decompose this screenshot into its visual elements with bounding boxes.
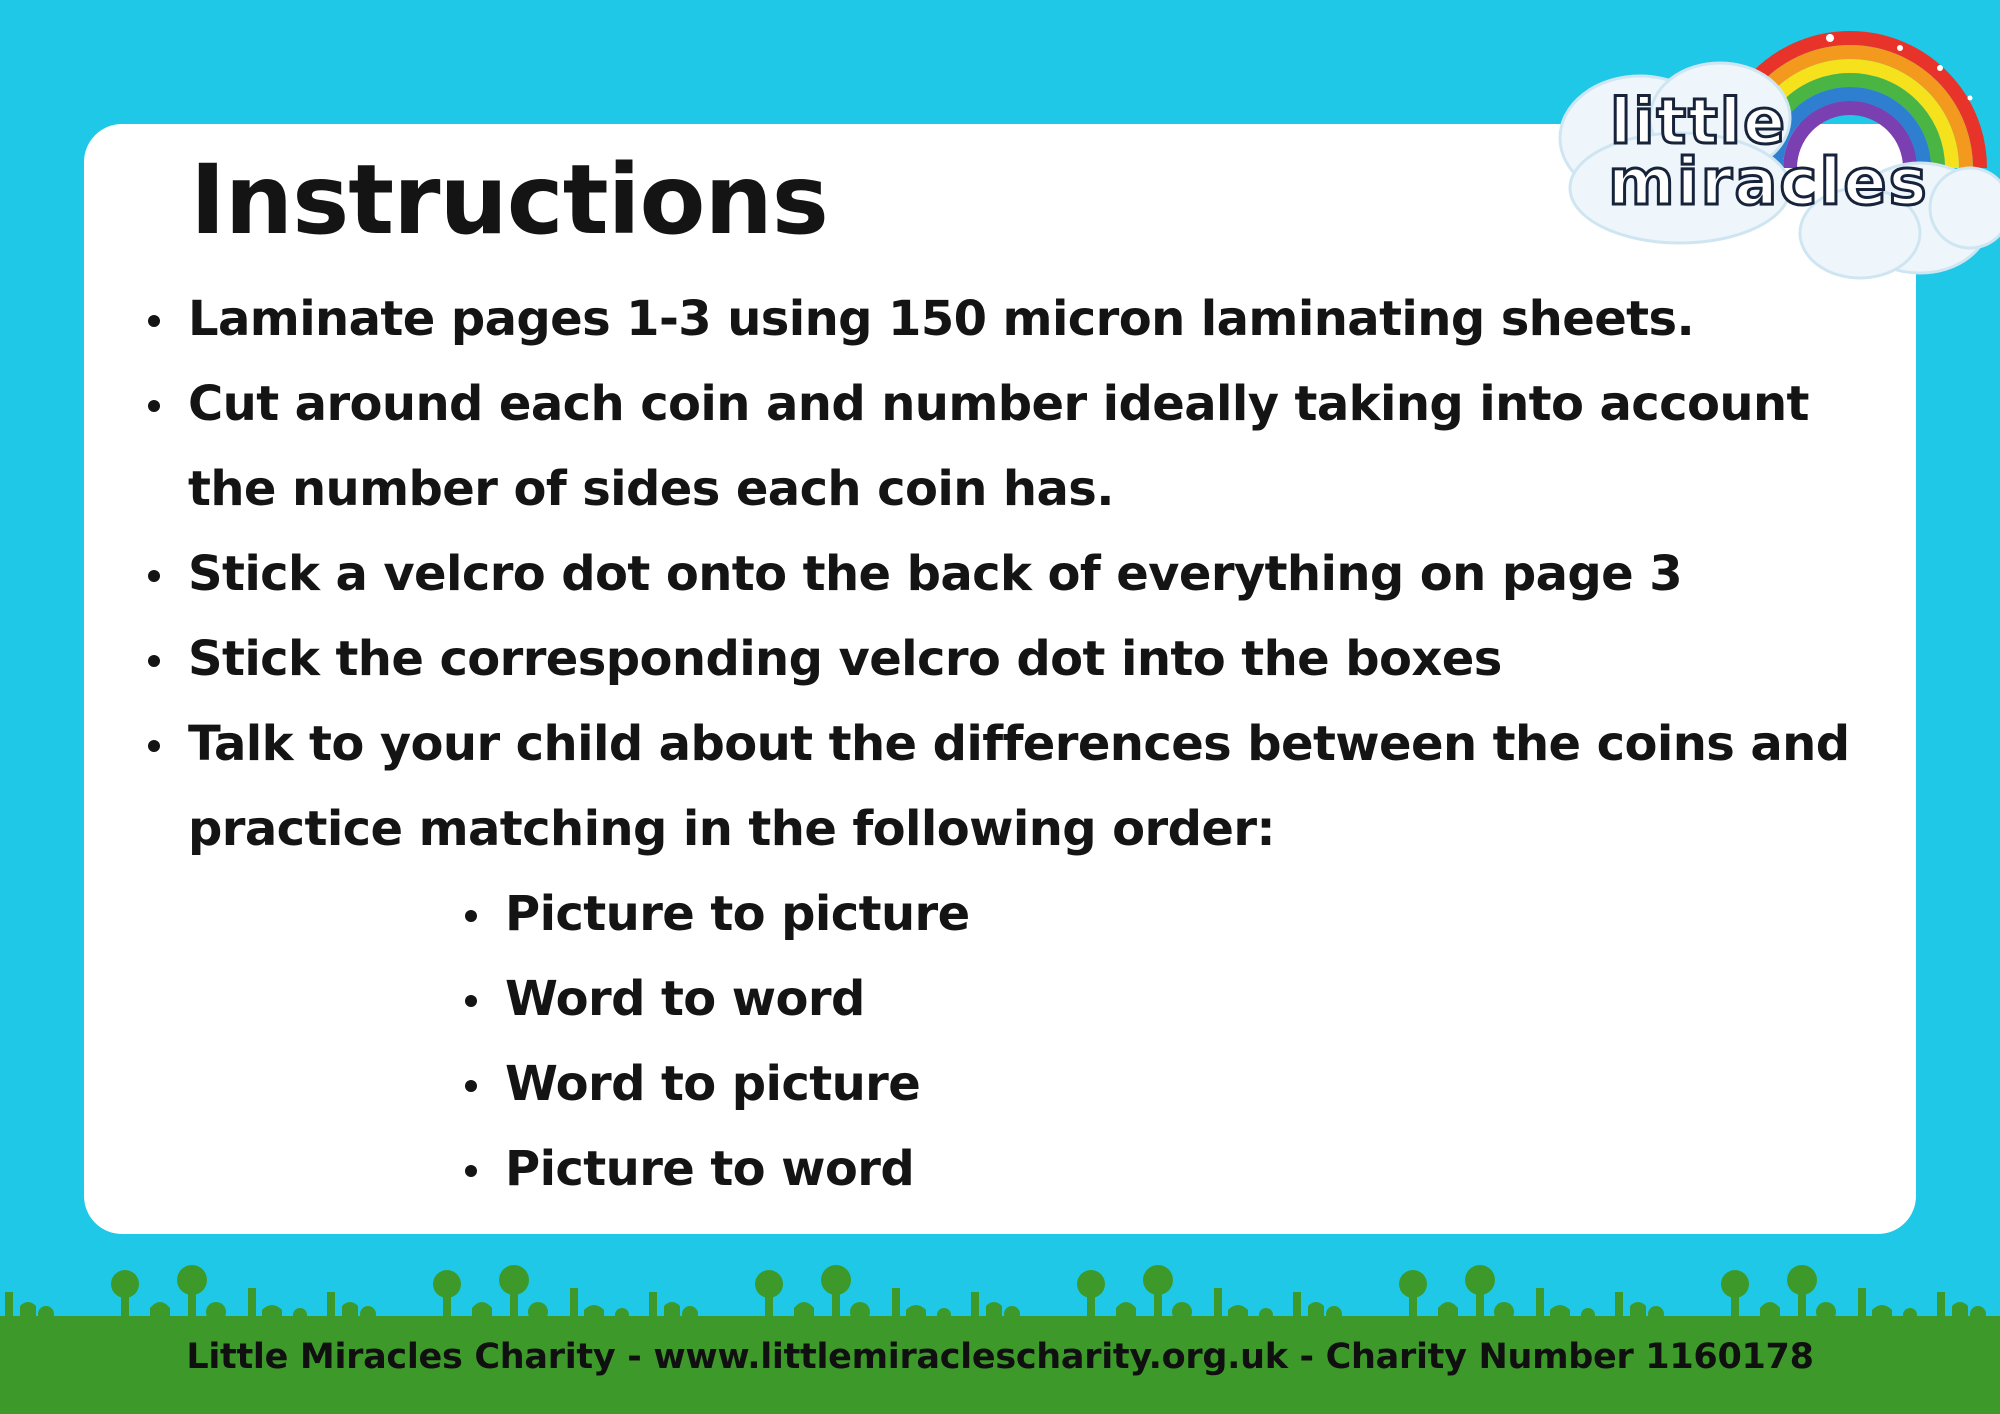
list-item-text: Stick the corresponding velcro dot into the boxes: [188, 631, 1502, 687]
list-item-text: the number of sides each coin has.: [188, 461, 1114, 517]
sub-list-item-text: Picture to word: [505, 1141, 915, 1197]
little-miracles-logo: [1530, 18, 2000, 298]
bullet-icon: [465, 1080, 477, 1092]
list-item: [188, 277, 1694, 362]
sub-list-item: [505, 872, 970, 957]
sub-list-item: [505, 957, 865, 1042]
list-item-text: Stick a velcro dot onto the back of everything on page 3: [188, 546, 1683, 602]
sub-list-item-text: Word to picture: [505, 1056, 921, 1112]
sub-list-item: [505, 1042, 920, 1127]
bullet-icon: [465, 995, 477, 1007]
bullet-icon: [465, 910, 477, 922]
list-item-text: Cut around each coin and number ideally taking into account: [188, 376, 1809, 432]
bullet-icon: [148, 740, 160, 752]
bullet-icon: [148, 315, 160, 327]
sub-list-item-text: Picture to picture: [505, 886, 970, 942]
page-title: Instructions: [190, 144, 828, 256]
sub-list-item-text: Word to word: [505, 971, 865, 1027]
list-item: [188, 617, 1502, 702]
footer-text: Little Miracles Charity - www.littlemiraclescharity.org.uk - Charity Number 1160178: [186, 1337, 1814, 1377]
list-item-text: Talk to your child about the differences between the coins and: [188, 716, 1850, 772]
bullet-icon: [148, 400, 160, 412]
list-item-text: practice matching in the following order:: [188, 801, 1275, 857]
list-item: [188, 532, 1682, 617]
logo-word-little: little: [1610, 85, 1788, 158]
bullet-icon: [465, 1165, 477, 1177]
bullet-icon: [148, 655, 160, 667]
list-item-text: Laminate pages 1-3 using 150 micron laminating sheets.: [188, 291, 1695, 347]
list-item: [188, 702, 1849, 872]
logo-word-miracles: miracles: [1608, 146, 1929, 220]
sub-list-item: [505, 1127, 914, 1212]
bullet-icon: [148, 570, 160, 582]
list-item: [188, 362, 1809, 532]
